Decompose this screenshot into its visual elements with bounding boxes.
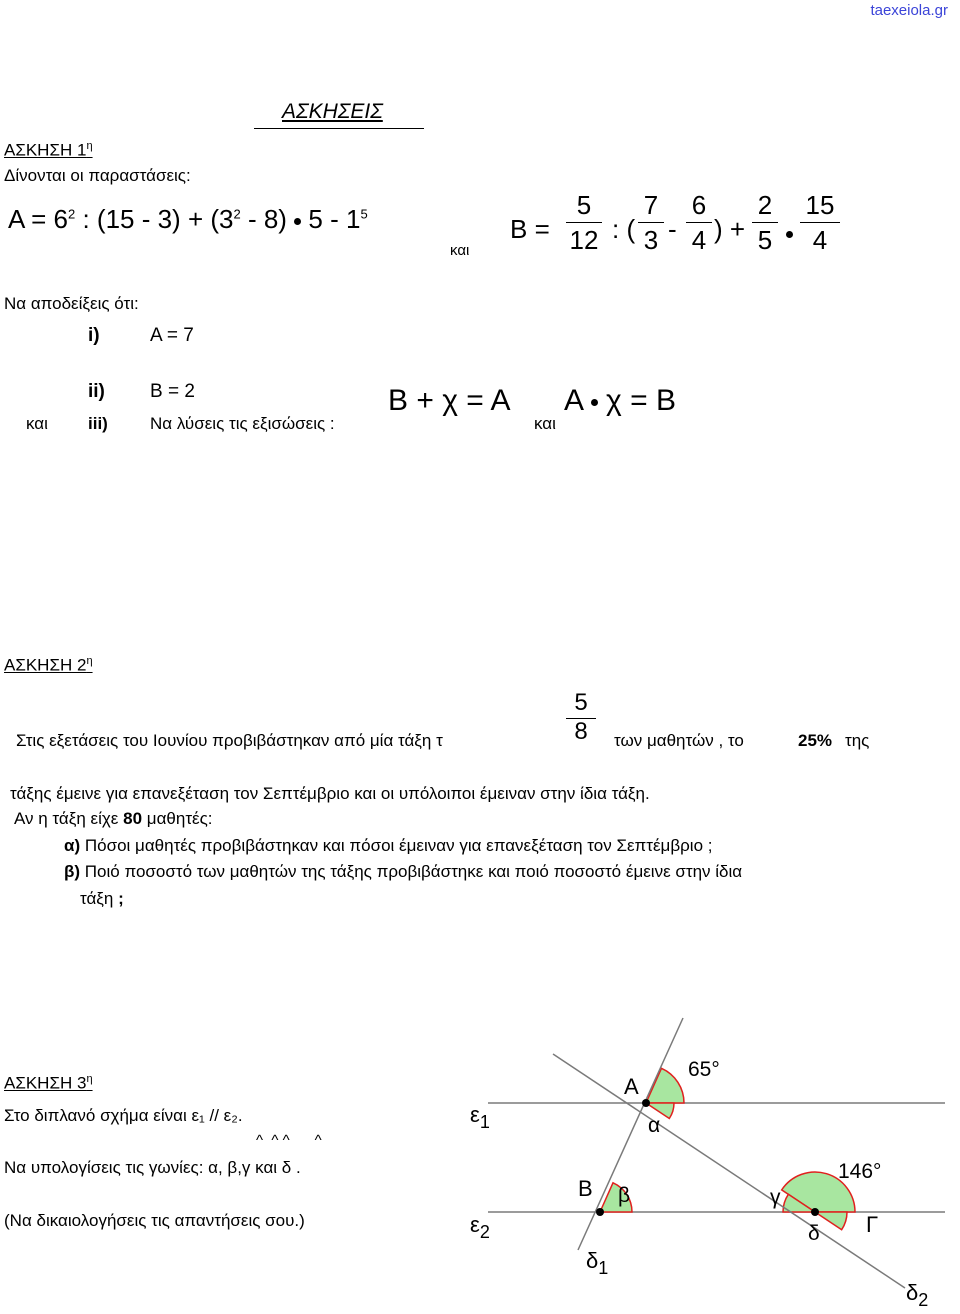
expr-a-power-3: 5 bbox=[360, 206, 368, 222]
question-b-text: Ποιό ποσοστό των μαθητών της τάξης προβιβάστηκε και ποιό ποσοστό έμεινε στην ίδια bbox=[84, 862, 743, 881]
question-a-text: Πόσοι μαθητές προβιβάστηκαν και πόσοι έμειναν για επανεξέταση τον Σεπτέμβριο ; bbox=[84, 836, 713, 855]
fraction-bar bbox=[638, 222, 664, 223]
site-name: taexeiola.gr bbox=[870, 2, 948, 19]
equation-1: Β + χ = Α bbox=[388, 384, 511, 417]
and-word-3: και bbox=[534, 414, 556, 433]
angle-delta-sector bbox=[815, 1212, 847, 1230]
expr-b-op-3: ) + bbox=[714, 214, 746, 244]
expr-a-power-2: 2 bbox=[233, 206, 241, 222]
line-3-text-b: μαθητές: bbox=[146, 809, 213, 828]
exercise-2-line-1a: Στις εξετάσεις του Ιουνίου προβιβάστηκαν από μία τάξη τ bbox=[16, 731, 443, 750]
fraction-numerator: 6 bbox=[691, 190, 707, 220]
multiply-dot-icon bbox=[591, 399, 598, 406]
fraction-bar bbox=[800, 222, 840, 223]
fraction-numerator: 2 bbox=[757, 190, 773, 220]
exercise-1-heading-sup: η bbox=[86, 140, 93, 152]
exercise-3-line-2: Να υπολογίσεις τις γωνίες: α, β,γ και δ . bbox=[4, 1158, 301, 1177]
label-e1: $\varepsilon_1$ bbox=[470, 1102, 490, 1132]
exercise-3-line-1: Στο διπλανό σχήμα είναι ε₁ // ε₂. bbox=[4, 1106, 243, 1125]
label-alpha: α bbox=[648, 1114, 661, 1137]
exercise-1-heading-text: ΑΣΚΗΣΗ 1 bbox=[4, 140, 87, 160]
label-angle-65: 65° bbox=[688, 1058, 720, 1081]
line-3-text-a: Αν η τάξη είχε bbox=[14, 809, 119, 828]
point-G bbox=[811, 1208, 819, 1216]
exercise-3-line-3: (Να δικαιολογήσεις τις απαντήσεις σου.) bbox=[4, 1211, 305, 1230]
exercise-1-heading bbox=[4, 140, 93, 161]
expr-b-op-2: - bbox=[668, 214, 677, 244]
line-d1 bbox=[578, 1018, 683, 1250]
exercise-3-heading-sup: η bbox=[86, 1073, 93, 1085]
exercise-1-intro: Δίνονται οι παραστάσεις: bbox=[4, 166, 191, 185]
item-iii-label: iii) bbox=[88, 414, 108, 433]
item-iii-text: Να λύσεις τις εξισώσεις : bbox=[150, 414, 335, 433]
equation-2-rhs: χ = Β bbox=[606, 384, 676, 417]
question-b bbox=[64, 862, 742, 882]
and-word-2: και bbox=[26, 414, 48, 433]
exercise-2-heading-sup: η bbox=[86, 655, 93, 667]
exercise-3-heading bbox=[4, 1073, 93, 1094]
fraction-bar bbox=[566, 222, 602, 223]
fraction-denominator: 12 bbox=[569, 225, 599, 255]
question-a-label: α) bbox=[64, 836, 81, 855]
label-G: Γ bbox=[866, 1212, 879, 1237]
equation-2 bbox=[564, 384, 676, 418]
expr-a-part-3: 5 - 1 bbox=[308, 204, 361, 234]
multiply-dot-icon bbox=[786, 226, 793, 244]
fraction-7-3 bbox=[638, 190, 664, 255]
exercise-3-heading-text: ΑΣΚΗΣΗ 3 bbox=[4, 1073, 87, 1093]
item-ii-label: ii) bbox=[88, 381, 105, 402]
fraction-denominator: 4 bbox=[691, 225, 707, 255]
label-gamma: γ bbox=[770, 1186, 781, 1209]
fraction-denominator: 5 bbox=[757, 225, 773, 255]
fraction-6-4 bbox=[686, 190, 712, 255]
title-rule bbox=[254, 128, 424, 129]
and-word-1: και bbox=[450, 242, 470, 259]
point-A bbox=[642, 1099, 650, 1107]
fraction-15-4 bbox=[800, 190, 840, 255]
expr-b-lhs: Β = bbox=[510, 214, 550, 244]
fraction-numerator: 5 bbox=[574, 689, 588, 716]
exercise-2-line-1c: της bbox=[845, 731, 870, 750]
label-e2: $\varepsilon_2$ bbox=[470, 1212, 490, 1242]
item-i-label: i) bbox=[88, 325, 100, 346]
fraction-5-12 bbox=[566, 190, 602, 255]
student-count: 80 bbox=[123, 809, 143, 828]
geometry-figure bbox=[440, 1010, 960, 1314]
fraction-numerator: 5 bbox=[576, 190, 592, 220]
expr-a-part-1: : (15 - 3) + (3 bbox=[82, 204, 234, 234]
item-i-text: Α = 7 bbox=[150, 325, 194, 346]
exercise-2-line-2: τάξης έμεινε για επανεξέταση τον Σεπτέμβριο και οι υπόλοιποι έμειναν στην ίδια τάξη. bbox=[10, 784, 650, 803]
prove-instruction: Να αποδείξεις ότι: bbox=[4, 294, 139, 313]
label-d2: $\delta_2$ bbox=[906, 1280, 929, 1310]
fraction-bar bbox=[752, 222, 778, 223]
fraction-denominator: 3 bbox=[643, 225, 659, 255]
page-title: ΑΣΚΗΣΕΙΣ bbox=[282, 100, 383, 123]
expr-a-part-2: - 8) bbox=[247, 204, 287, 234]
item-ii-text: Β = 2 bbox=[150, 381, 195, 402]
question-b-continued bbox=[80, 889, 124, 909]
multiply-dot-icon bbox=[294, 218, 301, 225]
percentage-value: 25% bbox=[798, 731, 833, 750]
exercise-2-heading-text: ΑΣΚΗΣΗ 2 bbox=[4, 655, 87, 675]
exercise-2-line-3 bbox=[14, 809, 213, 829]
expr-a-power-1: 2 bbox=[68, 206, 76, 222]
question-b-text-2: τάξη bbox=[80, 889, 114, 908]
exercise-2-line-1b: των μαθητών , το bbox=[614, 731, 744, 750]
expr-b-op-1: : ( bbox=[612, 214, 636, 244]
question-a bbox=[64, 836, 712, 856]
label-delta: δ bbox=[808, 1222, 820, 1245]
label-d1: $\delta_1$ bbox=[586, 1248, 609, 1278]
angle-hat-marks: ^ ^ ^ ^ bbox=[256, 1132, 322, 1149]
question-b-label: β) bbox=[64, 862, 81, 881]
label-beta: β bbox=[618, 1184, 631, 1207]
fraction-5-8 bbox=[566, 690, 596, 743]
expression-a bbox=[8, 204, 368, 235]
label-angle-146: 146° bbox=[838, 1160, 882, 1183]
point-B bbox=[596, 1208, 604, 1216]
fraction-2-5 bbox=[752, 190, 778, 255]
expr-a-lhs: Α = 6 bbox=[8, 204, 68, 234]
exercise-2-heading bbox=[4, 655, 93, 676]
fraction-denominator: 4 bbox=[812, 225, 828, 255]
label-A: Α bbox=[624, 1074, 639, 1099]
fraction-denominator: 8 bbox=[574, 718, 588, 745]
fraction-numerator: 7 bbox=[643, 190, 659, 220]
label-B: Β bbox=[578, 1176, 593, 1201]
fraction-numerator: 15 bbox=[805, 190, 835, 220]
equation-2-lhs: Α bbox=[564, 384, 583, 417]
fraction-bar bbox=[686, 222, 712, 223]
question-b-mark: ; bbox=[118, 889, 124, 908]
